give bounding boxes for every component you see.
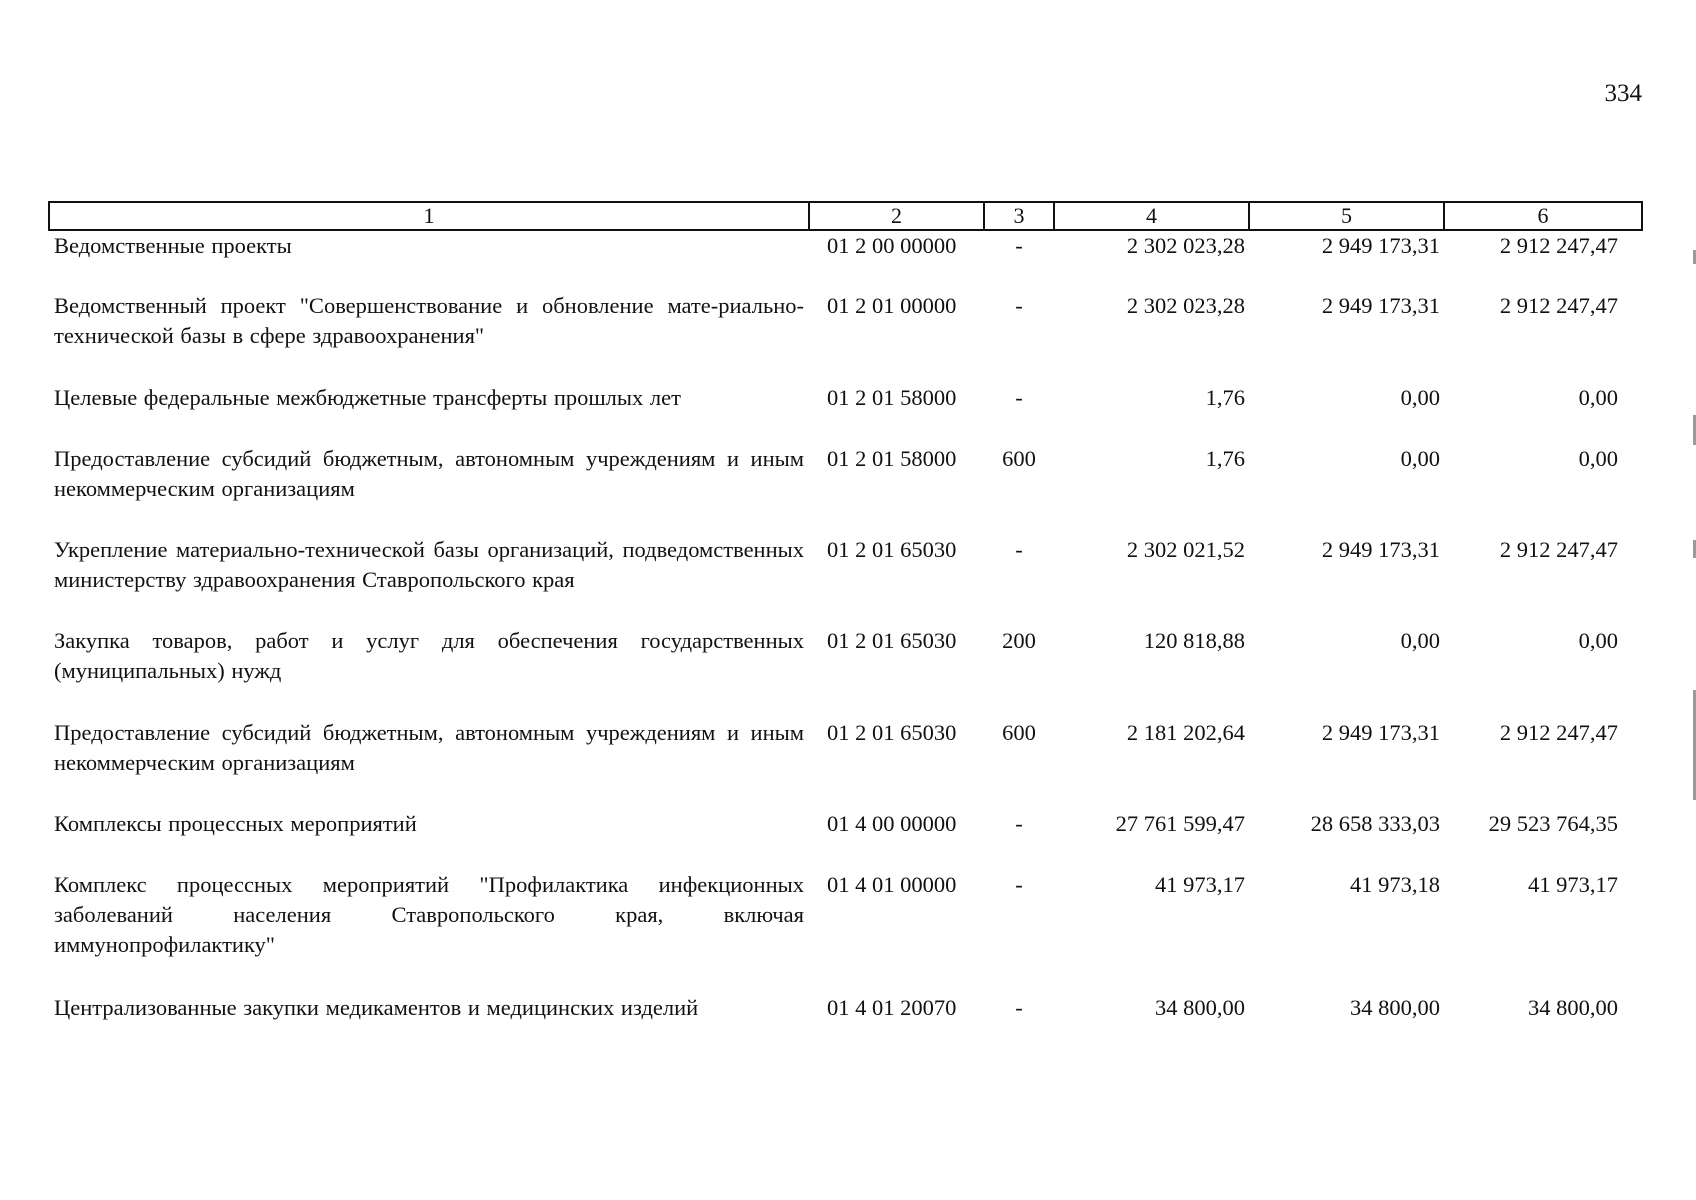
row-expense-type: - [1015,811,1023,836]
row-value-5: 0,00 [1400,446,1440,471]
row-value-4: 2 302 023,28 [1126,233,1245,258]
row-value-6: 0,00 [1578,385,1618,410]
row-value-6: 29 523 764,35 [1488,811,1618,836]
row-value-6: 2 912 247,47 [1499,293,1618,318]
row-name: Укрепление материально-технической базы организаций, подведомственных министерству здравоохранения Ставропольского края [54,537,804,592]
row-code: 01 2 01 65030 [827,720,957,745]
row-code: 01 2 00 00000 [827,233,957,258]
row-name: Централизованные закупки медикаментов и медицинских изделий [54,995,699,1020]
row-code: 01 4 01 00000 [827,872,957,897]
row-code: 01 2 01 58000 [827,446,957,471]
table-row [49,870,1642,993]
table-row [49,535,1642,626]
row-name: Закупка товаров, работ и услуг для обеспечения государственных (муниципальных) нужд [54,628,804,683]
table-header [49,202,1642,230]
row-value-6: 0,00 [1578,628,1618,653]
row-value-4: 2 302 023,28 [1126,293,1245,318]
row-value-4: 34 800,00 [1155,995,1245,1020]
row-value-6: 41 973,17 [1528,872,1618,897]
row-value-5: 2 949 173,31 [1321,293,1440,318]
row-value-5: 2 949 173,31 [1321,720,1440,745]
row-expense-type: 600 [1002,720,1036,745]
table-row [49,993,1642,1025]
table-row [49,383,1642,444]
row-value-4: 27 761 599,47 [1115,811,1245,836]
row-value-4: 1,76 [1205,446,1245,471]
budget-table [48,201,1643,1025]
row-name: Целевые федеральные межбюджетные трансферты прошлых лет [54,385,681,410]
column-header: 5 [1249,202,1444,230]
row-code: 01 4 00 00000 [827,811,957,836]
row-expense-type: - [1015,233,1023,258]
row-expense-type: 200 [1002,628,1036,653]
row-name: Ведомственные проекты [54,233,292,258]
page-number: 334 [1604,80,1642,107]
row-value-5: 2 949 173,31 [1321,537,1440,562]
row-name: Предоставление субсидий бюджетным, автономным учреждениям и иным некоммерческим организациям [54,720,804,775]
row-value-5: 0,00 [1400,385,1440,410]
row-value-4: 120 818,88 [1143,628,1245,653]
table-row [49,626,1642,718]
row-value-4: 41 973,17 [1155,872,1245,897]
row-value-5: 34 800,00 [1350,995,1440,1020]
table-row [49,230,1642,291]
table-row [49,718,1642,809]
row-code: 01 2 01 58000 [827,385,957,410]
column-header: 4 [1054,202,1249,230]
row-value-5: 0,00 [1400,628,1440,653]
row-code: 01 4 01 20070 [827,995,957,1020]
row-value-4: 2 181 202,64 [1126,720,1245,745]
row-expense-type: 600 [1002,446,1036,471]
table-row [49,444,1642,535]
row-name: Предоставление субсидий бюджетным, автономным учреждениям и иным некоммерческим организациям [54,446,804,501]
column-header: 2 [809,202,984,230]
table-body [49,230,1642,1025]
table-row [49,291,1642,383]
row-code: 01 2 01 65030 [827,628,957,653]
column-header: 1 [49,202,809,230]
row-code: 01 2 01 00000 [827,293,957,318]
header-row [49,202,1642,230]
row-name: Комплекс процессных мероприятий "Профилактика инфекционных заболеваний населения Ставропольского края, включая иммунопрофилактику" [54,872,804,957]
row-expense-type: - [1015,537,1023,562]
row-name: Комплексы процессных мероприятий [54,811,417,836]
row-value-4: 1,76 [1205,385,1245,410]
row-expense-type: - [1015,872,1023,897]
column-header: 3 [984,202,1054,230]
row-value-6: 0,00 [1578,446,1618,471]
row-value-5: 41 973,18 [1350,872,1440,897]
row-value-6: 2 912 247,47 [1499,233,1618,258]
row-value-5: 2 949 173,31 [1321,233,1440,258]
row-value-6: 2 912 247,47 [1499,720,1618,745]
row-name: Ведомственный проект "Совершенствование и обновление мате-риально-технической базы в сфере здравоохранения" [54,293,804,348]
row-value-4: 2 302 021,52 [1126,537,1245,562]
row-value-6: 2 912 247,47 [1499,537,1618,562]
row-expense-type: - [1015,385,1023,410]
row-expense-type: - [1015,995,1023,1020]
row-value-6: 34 800,00 [1528,995,1618,1020]
table-row [49,809,1642,870]
column-header: 6 [1444,202,1642,230]
row-value-5: 28 658 333,03 [1310,811,1440,836]
row-expense-type: - [1015,293,1023,318]
row-code: 01 2 01 65030 [827,537,957,562]
